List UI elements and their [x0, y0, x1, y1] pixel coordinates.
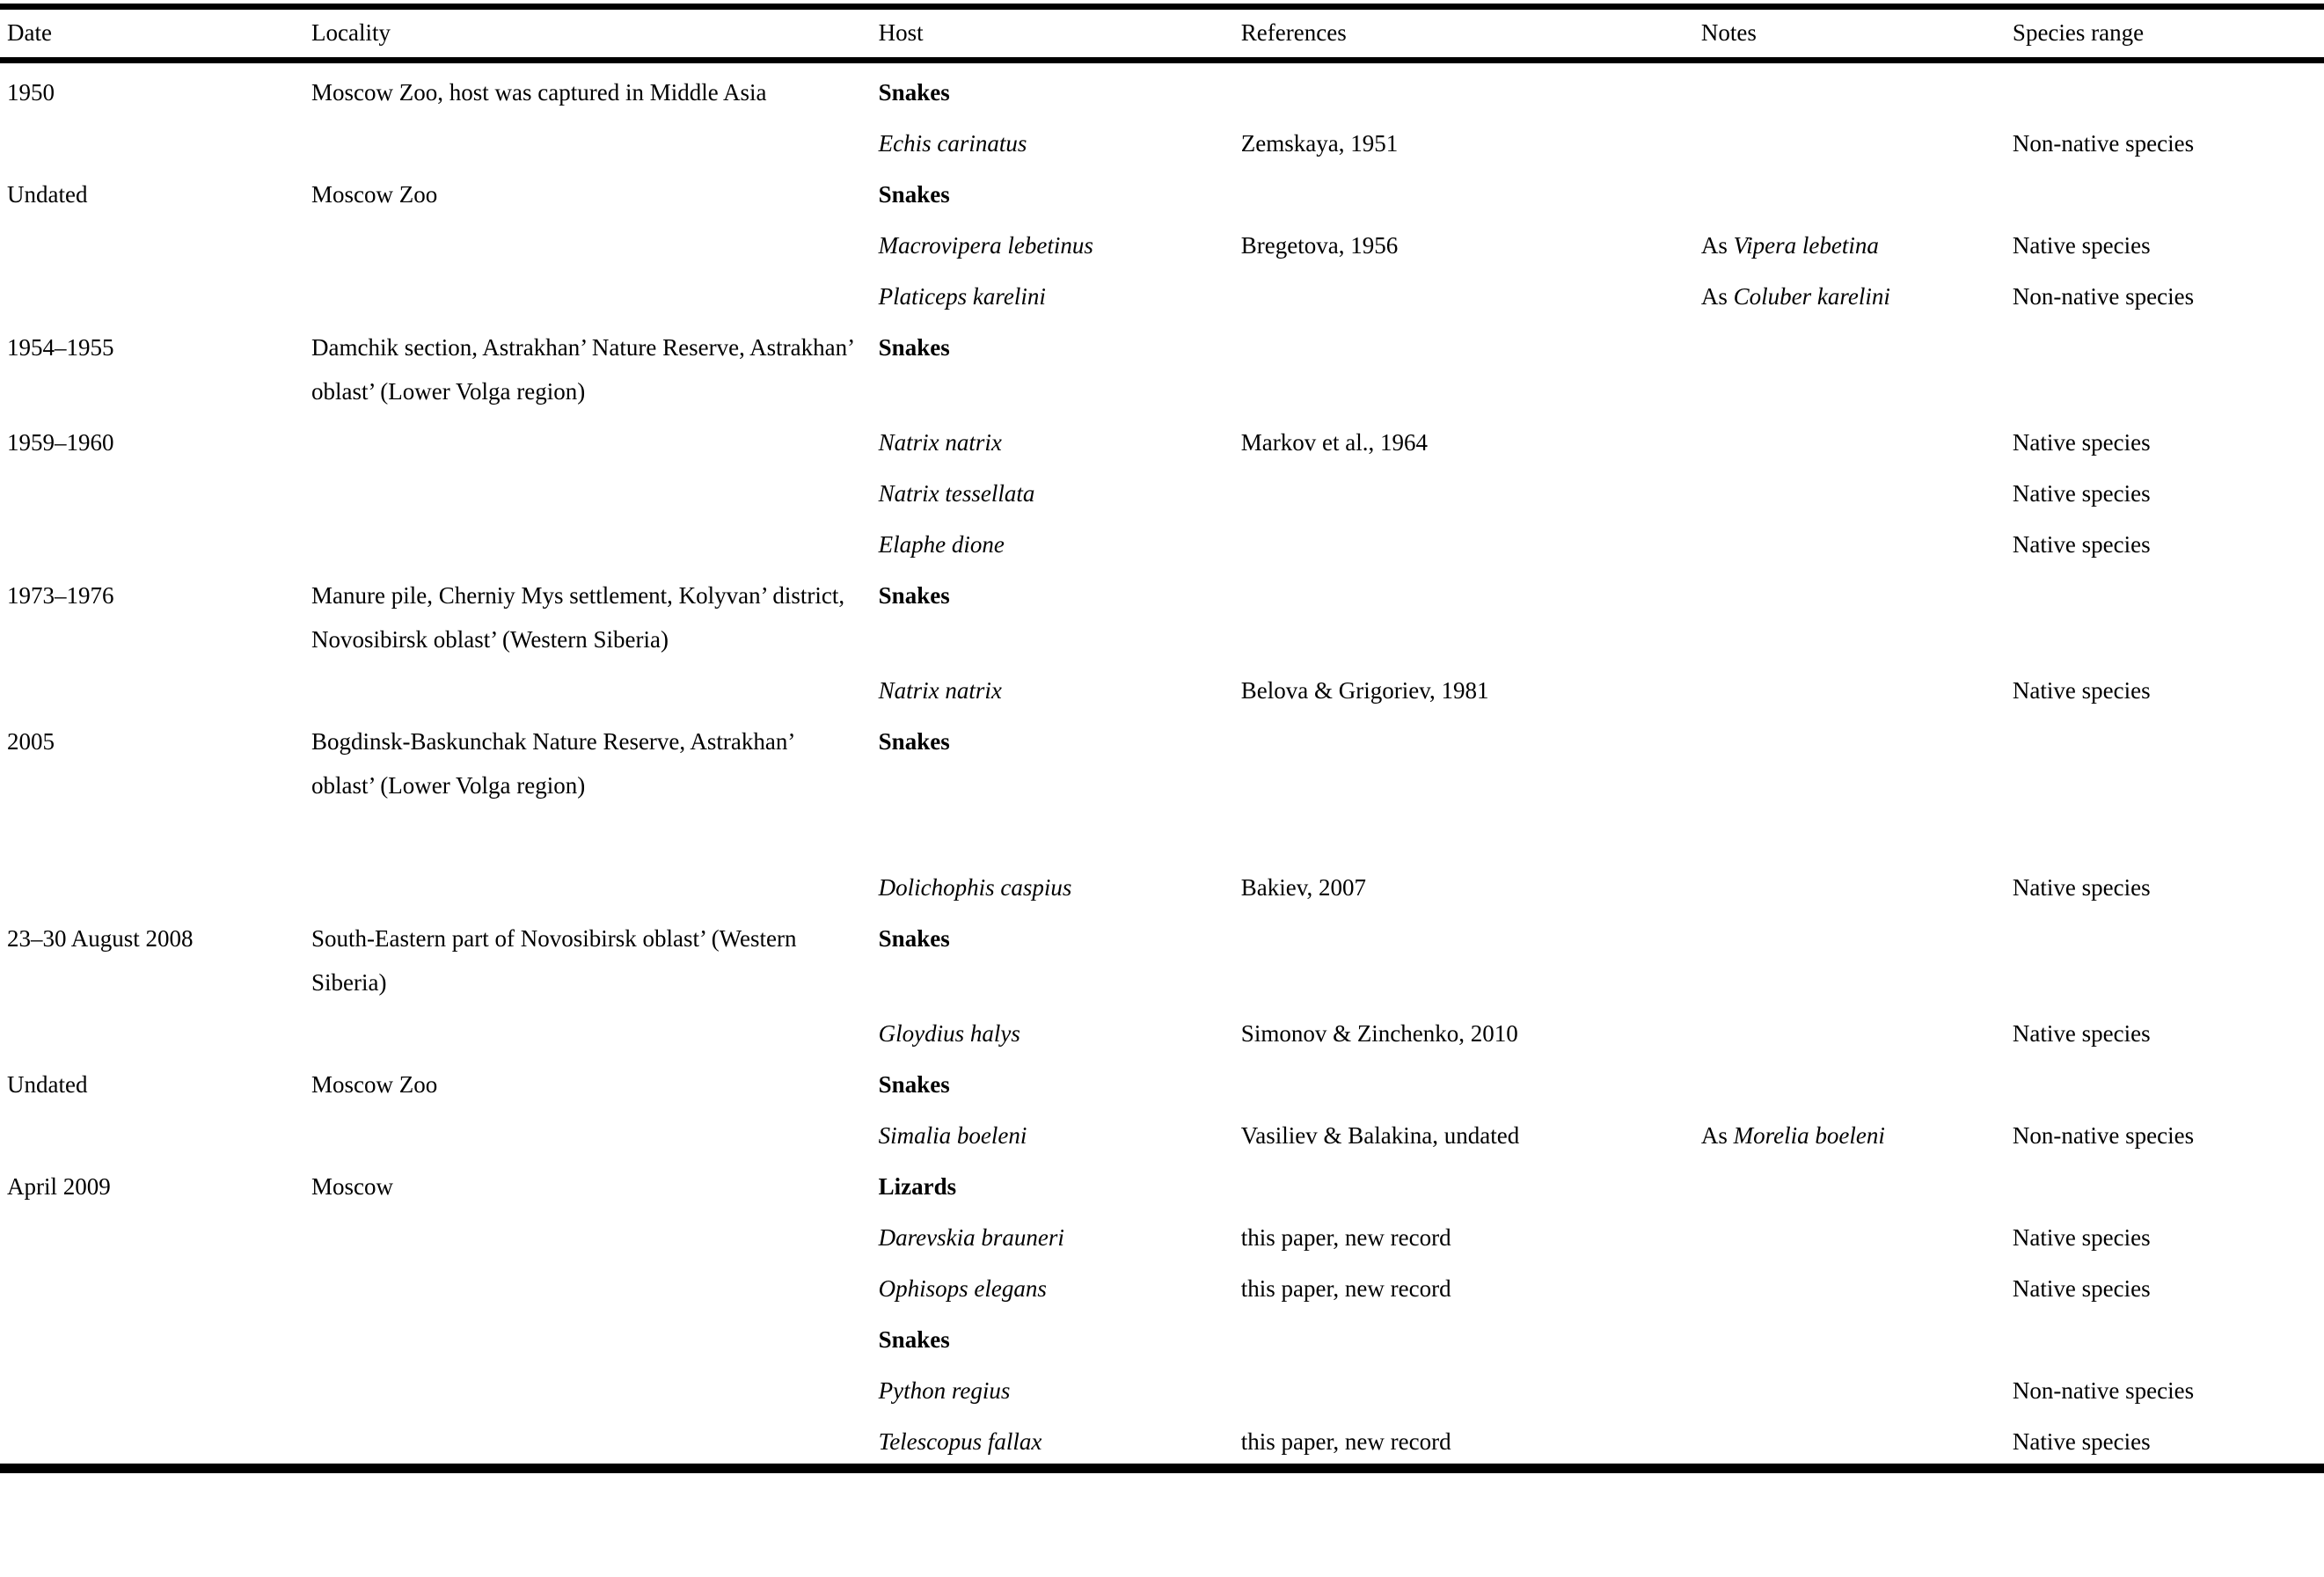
- table-row: [0, 413, 2324, 464]
- cell-locality: [311, 1311, 879, 1362]
- cell-host: Telescopus fallax: [878, 1428, 1042, 1455]
- cell-notes: [1701, 1362, 2013, 1413]
- cell-host: Simalia boeleni: [878, 1122, 1027, 1149]
- cell-references: [1241, 165, 1701, 216]
- table-row: [0, 216, 2324, 267]
- table-row: [0, 1259, 2324, 1311]
- cell-notes: [1701, 1259, 2013, 1311]
- cell-species-range: Non-native species: [2012, 1377, 2195, 1404]
- cell-host: Python regius: [878, 1377, 1011, 1404]
- cell-host: Snakes: [878, 334, 950, 361]
- cell-references: Bakiev, 2007: [1240, 874, 1367, 901]
- table-row: [0, 1055, 2324, 1106]
- table-row: [0, 858, 2324, 909]
- table-row: [0, 1311, 2324, 1362]
- cell-notes: [1701, 1413, 2013, 1469]
- cell-species-range: [2013, 165, 2324, 216]
- cell-species-range: Native species: [2012, 232, 2151, 259]
- table-row: [0, 114, 2324, 165]
- cell-species-range: Native species: [2012, 874, 2151, 901]
- table-row: [0, 909, 2324, 1004]
- table-row: [0, 1208, 2324, 1259]
- cell-species-range: [2013, 1311, 2324, 1362]
- cell-notes: [1701, 1055, 2013, 1106]
- cell-date: [0, 464, 311, 515]
- cell-species-range: Native species: [2012, 1428, 2151, 1455]
- cell-host: Natrix tessellata: [878, 480, 1035, 507]
- cell-host: Ophisops elegans: [878, 1275, 1047, 1302]
- table-body: [0, 61, 2324, 1469]
- table-row: [0, 318, 2324, 413]
- cell-notes: [1701, 1311, 2013, 1362]
- cell-references: [1241, 1311, 1701, 1362]
- cell-references: this paper, new record: [1240, 1275, 1451, 1302]
- table-row: [0, 165, 2324, 216]
- cell-notes: [1701, 1004, 2013, 1055]
- cell-locality: [311, 1106, 879, 1157]
- cell-references: [1241, 515, 1701, 566]
- cell-host: Natrix natrix: [878, 677, 1002, 704]
- cell-locality: [311, 858, 879, 909]
- cell-date: Undated: [7, 1071, 88, 1098]
- cell-host: Snakes: [878, 79, 950, 106]
- cell-locality: [311, 114, 879, 165]
- cell-notes: [1701, 909, 2013, 1004]
- cell-notes: [1701, 566, 2013, 661]
- table-row: [0, 566, 2324, 661]
- cell-references: Simonov & Zinchenko, 2010: [1240, 1020, 1518, 1047]
- table-row: [0, 464, 2324, 515]
- cell-species-range: [2013, 61, 2324, 115]
- cell-locality: [311, 515, 879, 566]
- notes-synonym-taxon: Coluber karelini: [1733, 283, 1890, 310]
- cell-host: Echis carinatus: [878, 130, 1027, 157]
- cell-host: Dolichophis caspius: [878, 874, 1072, 901]
- cell-notes: [1701, 464, 2013, 515]
- cell-date: 23–30 August 2008: [7, 925, 194, 952]
- cell-locality: [311, 1004, 879, 1055]
- table-header: [0, 7, 2324, 61]
- cell-species-range: Native species: [2012, 1020, 2151, 1047]
- cell-host: Snakes: [878, 582, 950, 609]
- cell-references: [1241, 267, 1701, 318]
- cell-date: 1954–1955: [7, 334, 114, 361]
- cell-references: [1241, 1362, 1701, 1413]
- cell-notes: [1701, 1157, 2013, 1208]
- cell-locality: Moscow Zoo: [311, 181, 438, 208]
- cell-species-range: Native species: [2012, 677, 2151, 704]
- cell-species-range: Non-native species: [2012, 283, 2195, 310]
- cell-references: [1241, 318, 1701, 413]
- cell-host: Snakes: [878, 1326, 950, 1353]
- cell-locality: [311, 1413, 879, 1469]
- cell-date: [0, 114, 311, 165]
- cell-date: [0, 1106, 311, 1157]
- cell-date: [0, 515, 311, 566]
- table-row: [0, 267, 2324, 318]
- table-row: [0, 1157, 2324, 1208]
- cell-date: April 2009: [7, 1173, 111, 1200]
- cell-locality: [311, 1259, 879, 1311]
- column-header-host: Host: [879, 7, 1241, 61]
- cell-locality: Damchik section, Astrakhan’ Nature Reserve, Astrakhan’ oblast’ (Lower Volga region): [311, 334, 854, 405]
- cell-references: [1241, 61, 1701, 115]
- cell-host: Gloydius halys: [878, 1020, 1020, 1047]
- column-header-species-range: Species range: [2013, 7, 2324, 61]
- cell-references: [1241, 1055, 1701, 1106]
- cell-notes: [1701, 114, 2013, 165]
- cell-date: [0, 216, 311, 267]
- cell-date: [0, 1259, 311, 1311]
- cell-host: Snakes: [878, 181, 950, 208]
- cell-locality: South-Eastern part of Novosibirsk oblast’ (Western Siberia): [311, 925, 797, 996]
- cell-date: [0, 858, 311, 909]
- table-row: [0, 515, 2324, 566]
- cell-notes: As Coluber karelini: [1700, 283, 1890, 310]
- column-header-notes: Notes: [1701, 7, 2013, 61]
- notes-synonym-taxon: Vipera lebetina: [1733, 232, 1879, 259]
- cell-locality: Bogdinsk-Baskunchak Nature Reserve, Astrakhan’ oblast’ (Lower Volga region): [311, 728, 794, 799]
- cell-species-range: [2013, 909, 2324, 1004]
- table-row: [0, 712, 2324, 858]
- cell-host: Darevskia brauneri: [878, 1224, 1064, 1251]
- header-row: [0, 7, 2324, 61]
- cell-references: [1241, 1157, 1701, 1208]
- cell-species-range: [2013, 1055, 2324, 1106]
- cell-species-range: Non-native species: [2012, 130, 2195, 157]
- cell-notes: As Morelia boeleni: [1700, 1122, 1885, 1149]
- cell-date: 1959–1960: [7, 429, 114, 456]
- cell-notes: [1701, 515, 2013, 566]
- cell-locality: [311, 1362, 879, 1413]
- column-header-locality: Locality: [311, 7, 879, 61]
- cell-species-range: Native species: [2012, 1224, 2151, 1251]
- cell-host: Snakes: [878, 1071, 950, 1098]
- cell-date: 1973–1976: [7, 582, 114, 609]
- table-row: [0, 1362, 2324, 1413]
- cell-host: Snakes: [878, 925, 950, 952]
- cell-references: Bregetova, 1956: [1240, 232, 1399, 259]
- cell-date: [0, 1311, 311, 1362]
- cell-notes: [1701, 413, 2013, 464]
- table-row: [0, 661, 2324, 712]
- notes-synonym-taxon: Morelia boeleni: [1733, 1122, 1885, 1149]
- cell-date: Undated: [7, 181, 88, 208]
- cell-date: [0, 661, 311, 712]
- cell-notes: [1701, 712, 2013, 858]
- cell-references: [1241, 464, 1701, 515]
- cell-species-range: Native species: [2012, 429, 2151, 456]
- cell-references: [1241, 909, 1701, 1004]
- cell-notes: [1701, 661, 2013, 712]
- cell-locality: [311, 661, 879, 712]
- cell-date: [0, 1413, 311, 1469]
- cell-date: 1950: [7, 79, 55, 106]
- cell-locality: [311, 413, 879, 464]
- cell-references: Belova & Grigoriev, 1981: [1240, 677, 1489, 704]
- cell-notes: [1701, 858, 2013, 909]
- cell-notes: [1701, 1208, 2013, 1259]
- table-row: [0, 61, 2324, 115]
- cell-species-range: [2013, 318, 2324, 413]
- cell-date: 2005: [7, 728, 55, 755]
- cell-references: [1241, 712, 1701, 858]
- cell-notes: [1701, 165, 2013, 216]
- cell-references: Zemskaya, 1951: [1240, 130, 1399, 157]
- cell-date: [0, 1208, 311, 1259]
- cell-notes: [1701, 61, 2013, 115]
- cell-species-range: Non-native species: [2012, 1122, 2195, 1149]
- cell-species-range: Native species: [2012, 1275, 2151, 1302]
- cell-locality: [311, 1208, 879, 1259]
- cell-species-range: [2013, 1157, 2324, 1208]
- cell-notes: As Vipera lebetina: [1700, 232, 1879, 259]
- cell-date: [0, 267, 311, 318]
- column-header-date: Date: [0, 7, 311, 61]
- cell-notes: [1701, 318, 2013, 413]
- cell-host: Macrovipera lebetinus: [878, 232, 1093, 259]
- cell-references: this paper, new record: [1240, 1224, 1451, 1251]
- cell-host: Platiceps karelini: [878, 283, 1046, 310]
- cell-host: Snakes: [878, 728, 950, 755]
- cell-species-range: Native species: [2012, 531, 2151, 558]
- cell-species-range: [2013, 712, 2324, 858]
- column-header-references: References: [1241, 7, 1701, 61]
- cell-references: Vasiliev & Balakina, undated: [1240, 1122, 1520, 1149]
- cell-references: this paper, new record: [1240, 1428, 1451, 1455]
- cell-locality: Moscow Zoo, host was captured in Middle Asia: [311, 79, 767, 106]
- cell-locality: [311, 216, 879, 267]
- cell-host: Elaphe dione: [878, 531, 1005, 558]
- cell-host: Lizards: [878, 1173, 957, 1200]
- table-row: [0, 1004, 2324, 1055]
- table-row: [0, 1106, 2324, 1157]
- cell-date: [0, 1362, 311, 1413]
- host-records-table: [0, 4, 2324, 1473]
- cell-locality: Moscow: [311, 1173, 394, 1200]
- table-row: [0, 1413, 2324, 1469]
- cell-locality: Manure pile, Cherniy Mys settlement, Kolyvan’ district, Novosibirsk oblast’ (Western Siberia): [311, 582, 845, 653]
- cell-date: [0, 1004, 311, 1055]
- cell-species-range: Native species: [2012, 480, 2151, 507]
- cell-host: Natrix natrix: [878, 429, 1002, 456]
- cell-references: [1241, 566, 1701, 661]
- cell-locality: [311, 464, 879, 515]
- cell-locality: [311, 267, 879, 318]
- cell-species-range: [2013, 566, 2324, 661]
- cell-locality: Moscow Zoo: [311, 1071, 438, 1098]
- cell-references: Markov et al., 1964: [1240, 429, 1428, 456]
